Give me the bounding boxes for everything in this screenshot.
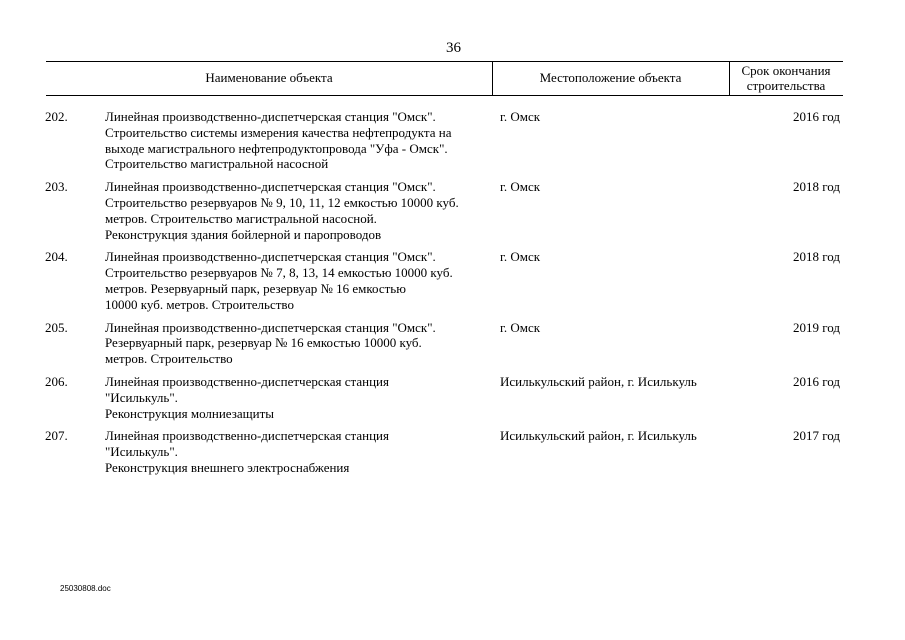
column-header-name: Наименование объекта <box>205 70 333 85</box>
row-number: 206. <box>45 373 68 389</box>
row-object-name <box>105 109 500 172</box>
table-row <box>0 428 905 475</box>
row-object-name <box>105 374 500 421</box>
table-row <box>0 320 905 367</box>
row-object-name-line: 10000 куб. метров. Строительство <box>105 296 294 312</box>
row-object-name-line: выходе магистрального нефтепродуктопровода "Уфа - Омск". <box>105 140 448 156</box>
row-object-name-line: Реконструкция внешнего электроснабжения <box>105 459 350 475</box>
row-location: г. Омск <box>500 319 541 335</box>
footer-file-name: 25030808.doc <box>60 584 111 593</box>
row-object-name-line: Линейная производственно-диспетчерская станция <box>105 428 389 444</box>
row-object-name-line: Строительство магистральной насосной <box>105 156 329 172</box>
row-object-name-line: Строительство системы измерения качества нефтепродукта на <box>105 124 452 140</box>
table-header-rule <box>46 95 843 96</box>
row-location: г. Омск <box>500 179 541 195</box>
row-location: г. Омск <box>500 109 541 124</box>
row-number: 207. <box>45 428 68 444</box>
row-number: 205. <box>45 319 68 335</box>
row-object-name-line: Линейная производственно-диспетчерская станция "Омск". <box>105 179 436 195</box>
column-header-term-line1: Срок окончания <box>741 63 831 78</box>
row-object-name-line: метров. Строительство <box>105 351 233 367</box>
row-number: 202. <box>45 109 68 124</box>
row-object-name-line: Строительство резервуаров № 7, 8, 13, 14 емкостью 10000 куб. <box>105 265 453 281</box>
table-row <box>0 109 905 172</box>
table-row <box>0 374 905 421</box>
column-header-term <box>729 63 843 93</box>
row-object-name <box>105 428 500 475</box>
row-object-name-line: Реконструкция молниезащиты <box>105 405 275 421</box>
row-completion-term: 2016 год <box>793 373 840 389</box>
row-object-name-line: "Исилькуль". <box>105 444 178 460</box>
row-object-name-line: Линейная производственно-диспетчерская станция "Омск". <box>105 319 436 335</box>
row-completion-term: 2016 год <box>793 109 840 124</box>
row-object-name-line: Реконструкция здания бойлерной и паропроводов <box>105 226 382 242</box>
row-object-name-line: Резервуарный парк, резервуар № 16 емкостью 10000 куб. <box>105 335 422 351</box>
row-object-name-line: метров. Резервуарный парк, резервуар № 16 емкостью <box>105 280 406 296</box>
row-location: Исилькульский район, г. Исилькуль <box>500 428 697 444</box>
column-header-location: Местоположение объекта <box>539 70 682 85</box>
row-object-name <box>105 249 500 312</box>
row-number: 204. <box>45 249 68 265</box>
column-header-term-line2: строительства <box>746 78 826 93</box>
row-object-name-line: Линейная производственно-диспетчерская станция "Омск". <box>105 249 436 265</box>
table-row <box>0 249 905 312</box>
page-number: 36 <box>446 40 461 56</box>
row-completion-term: 2019 год <box>793 319 840 335</box>
table-top-rule <box>46 61 843 62</box>
row-object-name-line: "Исилькуль". <box>105 389 178 405</box>
row-object-name-line: метров. Строительство магистральной насосной. <box>105 210 377 226</box>
row-object-name-line: Строительство резервуаров № 9, 10, 11, 12 емкостью 10000 куб. <box>105 194 459 210</box>
row-completion-term: 2017 год <box>793 428 840 444</box>
row-location: Исилькульский район, г. Исилькуль <box>500 373 697 389</box>
row-object-name <box>105 179 500 242</box>
row-location: г. Омск <box>500 249 541 265</box>
row-object-name-line: Линейная производственно-диспетчерская станция <box>105 373 389 389</box>
table-body <box>0 109 905 483</box>
row-number: 203. <box>45 179 68 195</box>
row-completion-term: 2018 год <box>793 179 840 195</box>
table-row <box>0 179 905 242</box>
row-completion-term: 2018 год <box>793 249 840 265</box>
row-object-name-line: Линейная производственно-диспетчерская станция "Омск". <box>105 109 436 124</box>
row-object-name <box>105 320 500 367</box>
